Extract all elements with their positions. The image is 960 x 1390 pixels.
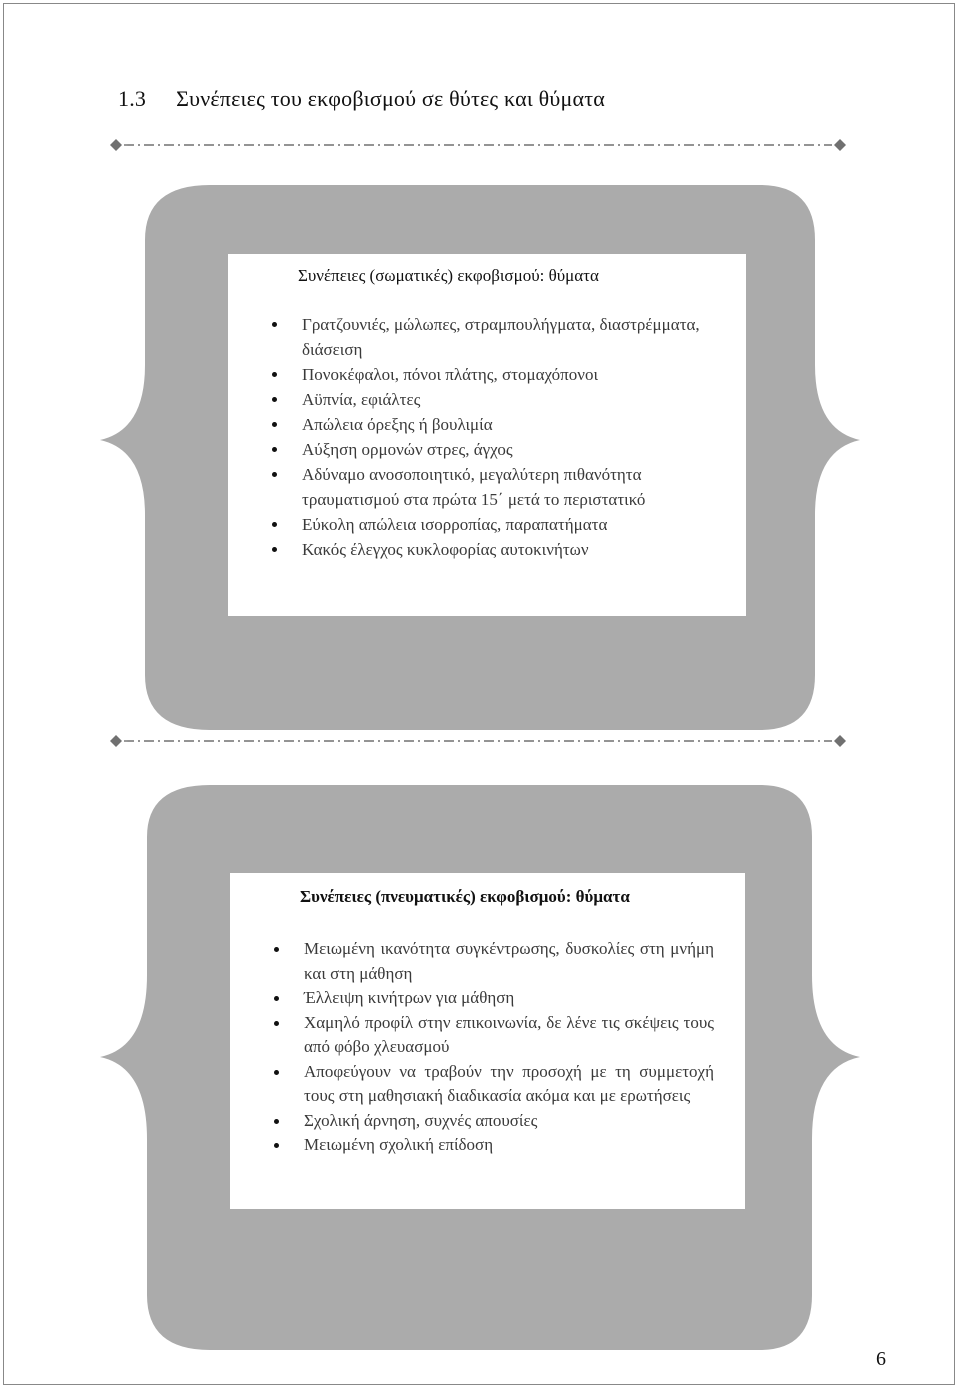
section-number: 1.3 xyxy=(118,86,147,111)
mental-panel xyxy=(230,873,745,1209)
list-item: Εύκολη απώλεια ισορροπίας, παραπατήματα xyxy=(272,512,712,537)
physical-list xyxy=(272,312,712,562)
mental-title: Συνέπειες (πνευματικές) εκφοβισμού: θύματα xyxy=(300,887,630,906)
divider-top xyxy=(108,138,848,152)
list-item: Απώλεια όρεξης ή βουλιμία xyxy=(272,412,712,437)
list-item: Γρατζουνιές, μώλωπες, στραμπουλήγματα, διαστρέμματα, διάσειση xyxy=(272,312,712,362)
physical-consequences-callout xyxy=(100,185,860,730)
list-item: Μειωμένη ικανότητα συγκέντρωσης, δυσκολίες στη μνήμη και στη μάθηση xyxy=(274,937,714,986)
page-number: 6 xyxy=(876,1348,886,1370)
physical-panel xyxy=(228,254,746,616)
mental-consequences-callout xyxy=(100,785,860,1350)
list-item: Πονοκέφαλοι, πόνοι πλάτης, στομαχόπονοι xyxy=(272,362,712,387)
physical-title: Συνέπειες (σωματικές) εκφοβισμού: θύματα xyxy=(298,266,599,285)
divider-middle xyxy=(108,734,848,748)
list-item: Χαμηλό προφίλ στην επικοινωνία, δε λένε τις σκέψεις τους από φόβο χλευασμού xyxy=(274,1011,714,1060)
mental-list xyxy=(274,937,714,1158)
list-item: Κακός έλεγχος κυκλοφορίας αυτοκινήτων xyxy=(272,537,712,562)
list-item: Αποφεύγουν να τραβούν την προσοχή με τη συμμετοχή τους στη μαθησιακή διαδικασία ακόμα και με ερωτήσεις xyxy=(274,1060,714,1109)
section-title: Συνέπειες του εκφοβισμού σε θύτες και θύματα xyxy=(176,86,606,111)
list-item: Αϋπνία, εφιάλτες xyxy=(272,387,712,412)
list-item: Σχολική άρνηση, συχνές απουσίες xyxy=(274,1109,714,1134)
list-item: Έλλειψη κινήτρων για μάθηση xyxy=(274,986,714,1011)
list-item: Αδύναμο ανοσοποιητικό, μεγαλύτερη πιθανότητα τραυματισμού στα πρώτα 15΄ μετά το περιστατικό xyxy=(272,462,712,512)
section-heading xyxy=(118,86,605,112)
list-item: Μειωμένη σχολική επίδοση xyxy=(274,1133,714,1158)
list-item: Αύξηση ορμονών στρες, άγχος xyxy=(272,437,712,462)
